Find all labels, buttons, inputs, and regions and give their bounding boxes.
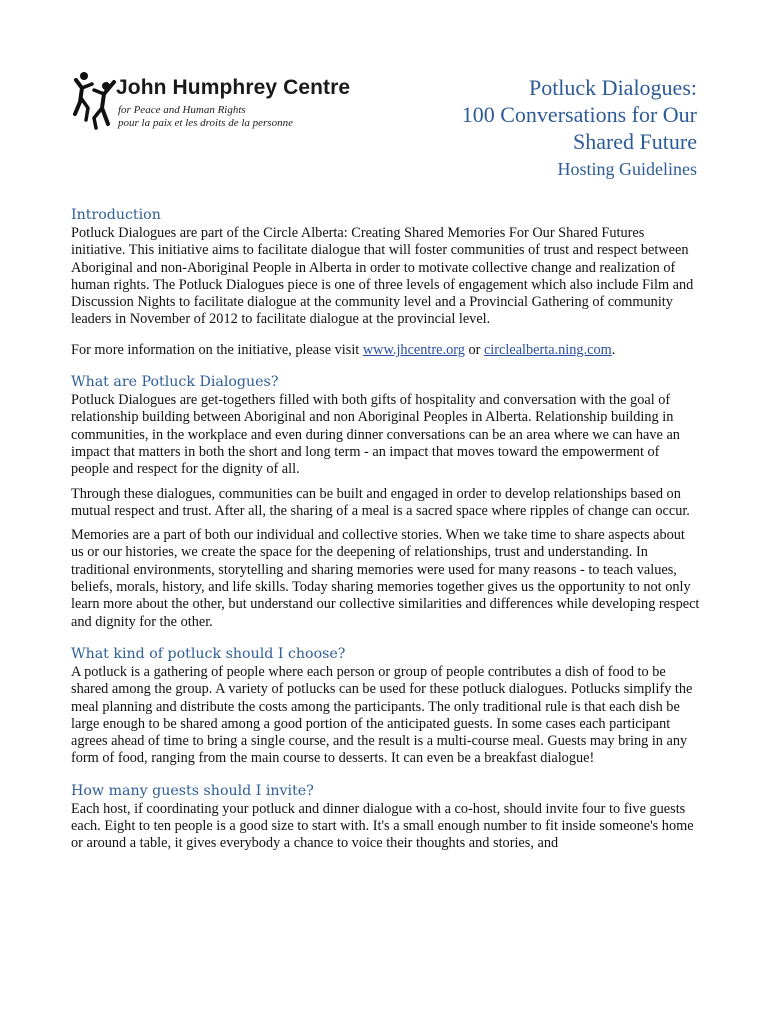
document-body: [71, 205, 701, 853]
guests-paragraph: Each host, if coordinating your potluck and dinner dialogue with a co-host, should invite four to five guests each. Eight to ten people is a good size to start with. It's a small enough number to fit inside someone's home or around a table, it gives everybody a chance to voice their thoughts and stories, and: [71, 800, 694, 852]
document-title-line-2: 100 Conversations for Our: [461, 102, 697, 127]
organization-logo: [72, 68, 382, 138]
page-header: [0, 0, 768, 200]
introduction-paragraph: Potluck Dialogues are part of the Circle Alberta: Creating Shared Memories For Our Shared Futures initiative. This initiative aims to facilitate dialogue that will foster communities of trust and respect between Aboriginal and non-Aboriginal People in Alberta in order to motivate collective change and realization of human rights. The Potluck Dialogues piece is one of three levels of engagement which also include Film and Discussion Nights to facilitate dialogue at the community level and a Provincial Gathering of community leaders in November of 2012 to facilitate dialogue at the provincial level.: [71, 225, 694, 328]
more-info-prefix: For more information on the initiative, please visit: [71, 341, 363, 358]
what-paragraph-3: Memories are a part of both our individual and collective stories. When we take time to share aspects about us or our histories, we create the space for the deepening of relationships, trust and understanding. In traditional environments, storytelling and sharing memories were used for many reasons - to teach values, beliefs, morals, history, and life skills. Today sharing memories together gives us the opportunity to not only learn more about the other, but understand our collective similarities and differences while developing respect and dignity for the other.: [71, 527, 700, 630]
section-heading-introduction: Introduction: [71, 207, 161, 223]
document-title-line-3: Shared Future: [572, 129, 697, 154]
document-subtitle: Hosting Guidelines: [557, 159, 697, 179]
what-paragraph-2: Through these dialogues, communities can be built and engaged in order to develop relationships based on mutual respect and trust. After all, the sharing of a meal is a sacred space where ripples of change can occur.: [71, 485, 690, 519]
kind-paragraph: A potluck is a gathering of people where each person or group of people contributes a dish of food to be shared among the group. A variety of potlucks can be used for these potluck dialogues. Potlucks simplify the meal planning and distribute the costs among the participants. The only traditional rule is that each dish be large enough to be shared among a good portion of the anticipated guests. In some cases each participant agrees ahead of time to bring a single course, and the result is a multi-course meal. Guests may bring in any form of food, ranging from the main course to desserts. It can even be a breakfast dialogue!: [71, 663, 693, 767]
document-title-line-1: Potluck Dialogues:: [528, 75, 697, 100]
what-paragraph-1: Potluck Dialogues are get-togethers filled with both gifts of hospitality and conversation with the goal of relationship building between Aboriginal and non Aboriginal Peoples in Alberta. Relationship building in communities, in the workplace and even during dinner conversations can be an area where we can have an impact that matters in both the short and long term - an impact that moves toward the empowerment of people and respect for the dignity of all.: [71, 392, 680, 478]
more-info-suffix: .: [611, 341, 616, 358]
more-info-paragraph: [71, 342, 701, 359]
organization-name: John Humphrey Centre: [116, 76, 351, 99]
organization-tagline-fr: pour la paix et les droits de la personne: [118, 117, 293, 129]
section-heading-what-kind-of-potluck: What kind of potluck should I choose?: [71, 645, 346, 662]
more-info-or: or: [464, 341, 484, 358]
jhcentre-link[interactable]: www.jhcentre.org: [362, 341, 465, 358]
section-heading-how-many-guests: How many guests should I invite?: [71, 782, 314, 799]
dancing-figures-icon: [72, 68, 118, 130]
circlealberta-link[interactable]: circlealberta.ning.com: [483, 341, 612, 358]
document-title-block: [462, 74, 697, 181]
organization-tagline-en: for Peace and Human Rights: [118, 104, 246, 116]
section-heading-what-are-potluck-dialogues: What are Potluck Dialogues?: [71, 374, 279, 391]
